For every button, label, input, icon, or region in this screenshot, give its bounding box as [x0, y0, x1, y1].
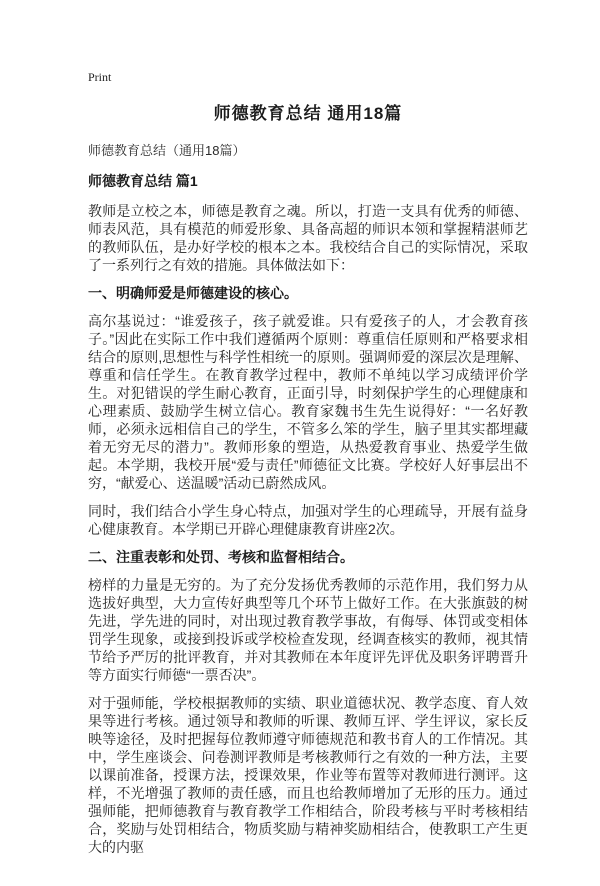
- paragraph-section1-b: 同时，我们结合小学生身心特点，加强对学生的心理疏导，开展有益身心健康教育。本学期已开辟心理健康教育讲座2次。: [88, 503, 528, 537]
- document-subtitle: 师德教育总结（通用18篇）: [88, 143, 246, 158]
- document-title: 师德教育总结 通用18篇: [213, 104, 403, 123]
- paragraph-section1-a: 高尔基说过：“谁爱孩子，孩子就爱谁。只有爱孩子的人，才会教育孩子。”因此在实际工作中我们遵循两个原则：尊重信任原则和严格要求相结合的原则,思想性与科学性相统一的原则。强调师爱的深层次是理解、尊重和信任学生。在教育教学过程中，教师不单纯以学习成绩评价学生。对犯错误的学生耐心教育，正面引导，时刻保护学生的心理健康和心理素质、鼓励学生树立信心。教育家魏书生先生说得好：“一名好教师，必须永远相信自己的学生，不管多么笨的学生，脑子里其实都埋藏着无穷无尽的潜力”。教师形象的塑造，从热爱教育事业、热爱学生做起。本学期，我校开展“爱与责任”师德征文比赛。学校好人好事层出不穷，“献爱心、送温暖”活动已蔚然成风。: [88, 313, 528, 491]
- paragraph-intro: 教师是立校之本，师德是教育之魂。所以，打造一支具有优秀的师德、师表风范，具有模范的师爱形象、具备高超的师识本领和掌握精湛师艺的教师队伍，是办好学校的根本之本。我校结合自己的实际情况，采取了一系列行之有效的措施。具体做法如下：: [88, 203, 528, 273]
- part-heading: 师德教育总结 篇1: [88, 173, 198, 189]
- section-heading-2: 二、注重表彰和处罚、考核和监督相结合。: [88, 549, 354, 565]
- paragraph-section2-b: 对于强师能，学校根据教师的实绩、职业道德状况、教学态度、育人效果等进行考核。通过领导和教师的听课、教师互评、学生评议，家长反映等途径，及时把握每位教师遵守师德规范和教书育人的工作情况。其中，学生座谈会、问卷测评教师是考核教师行之有效的一种方法，主要以课前准备，授课方法，授课效果，作业等布置等对教师进行测评。这样，不光增强了教师的责任感，而且也给教师增加了无形的压力。通过强师能，把师德教育与教育教学工作相结合，阶段考核与平时考核相结合，奖励与处罚相结合，物质奖励与精神奖励相结合，使教职工产生更大的内驱: [88, 695, 528, 855]
- section-heading-1: 一、明确师爱是师德建设的核心。: [88, 285, 298, 301]
- paragraph-section2-a: 榜样的力量是无穷的。为了充分发扬优秀教师的示范作用，我们努力从选拔好典型，大力宣传好典型等几个环节上做好工作。在大张旗鼓的树先进，学先进的同时，对出现过教育教学事故，有侮辱、体罚或变相体罚学生现象，或接到投诉或学校检查发现，经调查核实的教师，视其情节给予严厉的批评教育，并对其教师在本年度评先评优及职务评聘晋升等方面实行师德“一票否决”。: [88, 577, 528, 683]
- print-link[interactable]: Print: [88, 70, 112, 84]
